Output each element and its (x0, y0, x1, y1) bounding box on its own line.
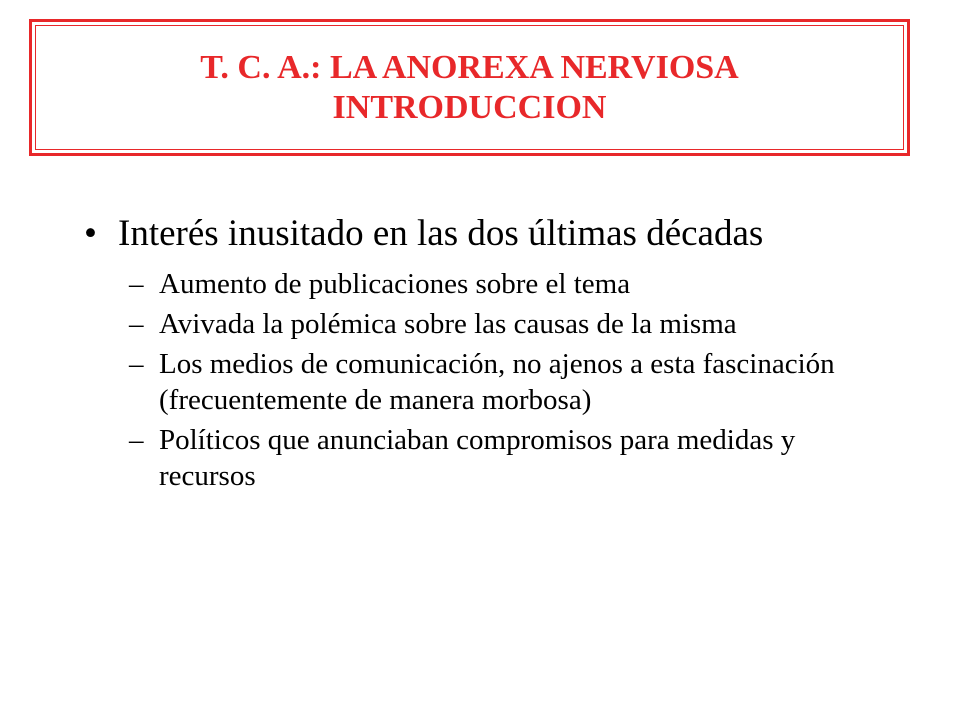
sub-bullet-text: Políticos que anunciaban compromisos para medidas y recursos (159, 424, 796, 492)
title-frame (29, 19, 910, 156)
dash-marker: – (129, 348, 144, 380)
sub-bullet-item (0, 266, 859, 302)
main-bullet-text: Interés inusitado en las dos últimas décadas (118, 213, 764, 254)
sub-bullet-text: Aumento de publicaciones sobre el tema (159, 268, 631, 300)
dash-marker: – (129, 268, 144, 300)
main-bullet (0, 212, 960, 256)
slide-content (0, 212, 960, 498)
slide-title-line-2: INTRODUCCION (332, 88, 607, 126)
sub-bullet-text: Avivada la polémica sobre las causas de la misma (159, 308, 737, 340)
dash-marker: – (129, 308, 144, 340)
sub-bullet-item (0, 422, 859, 494)
dash-marker: – (129, 424, 144, 456)
bullet-marker: • (84, 213, 97, 254)
sub-bullet-item (0, 306, 859, 342)
sub-bullet-item (0, 346, 859, 418)
sub-bullet-list (0, 266, 960, 494)
title-frame-inner (35, 25, 904, 150)
sub-bullet-text: Los medios de comunicación, no ajenos a esta fascinación (frecuentemente de manera morbosa) (159, 348, 835, 416)
slide-title-line-1: T. C. A.: LA ANOREXA NERVIOSA (200, 48, 739, 86)
